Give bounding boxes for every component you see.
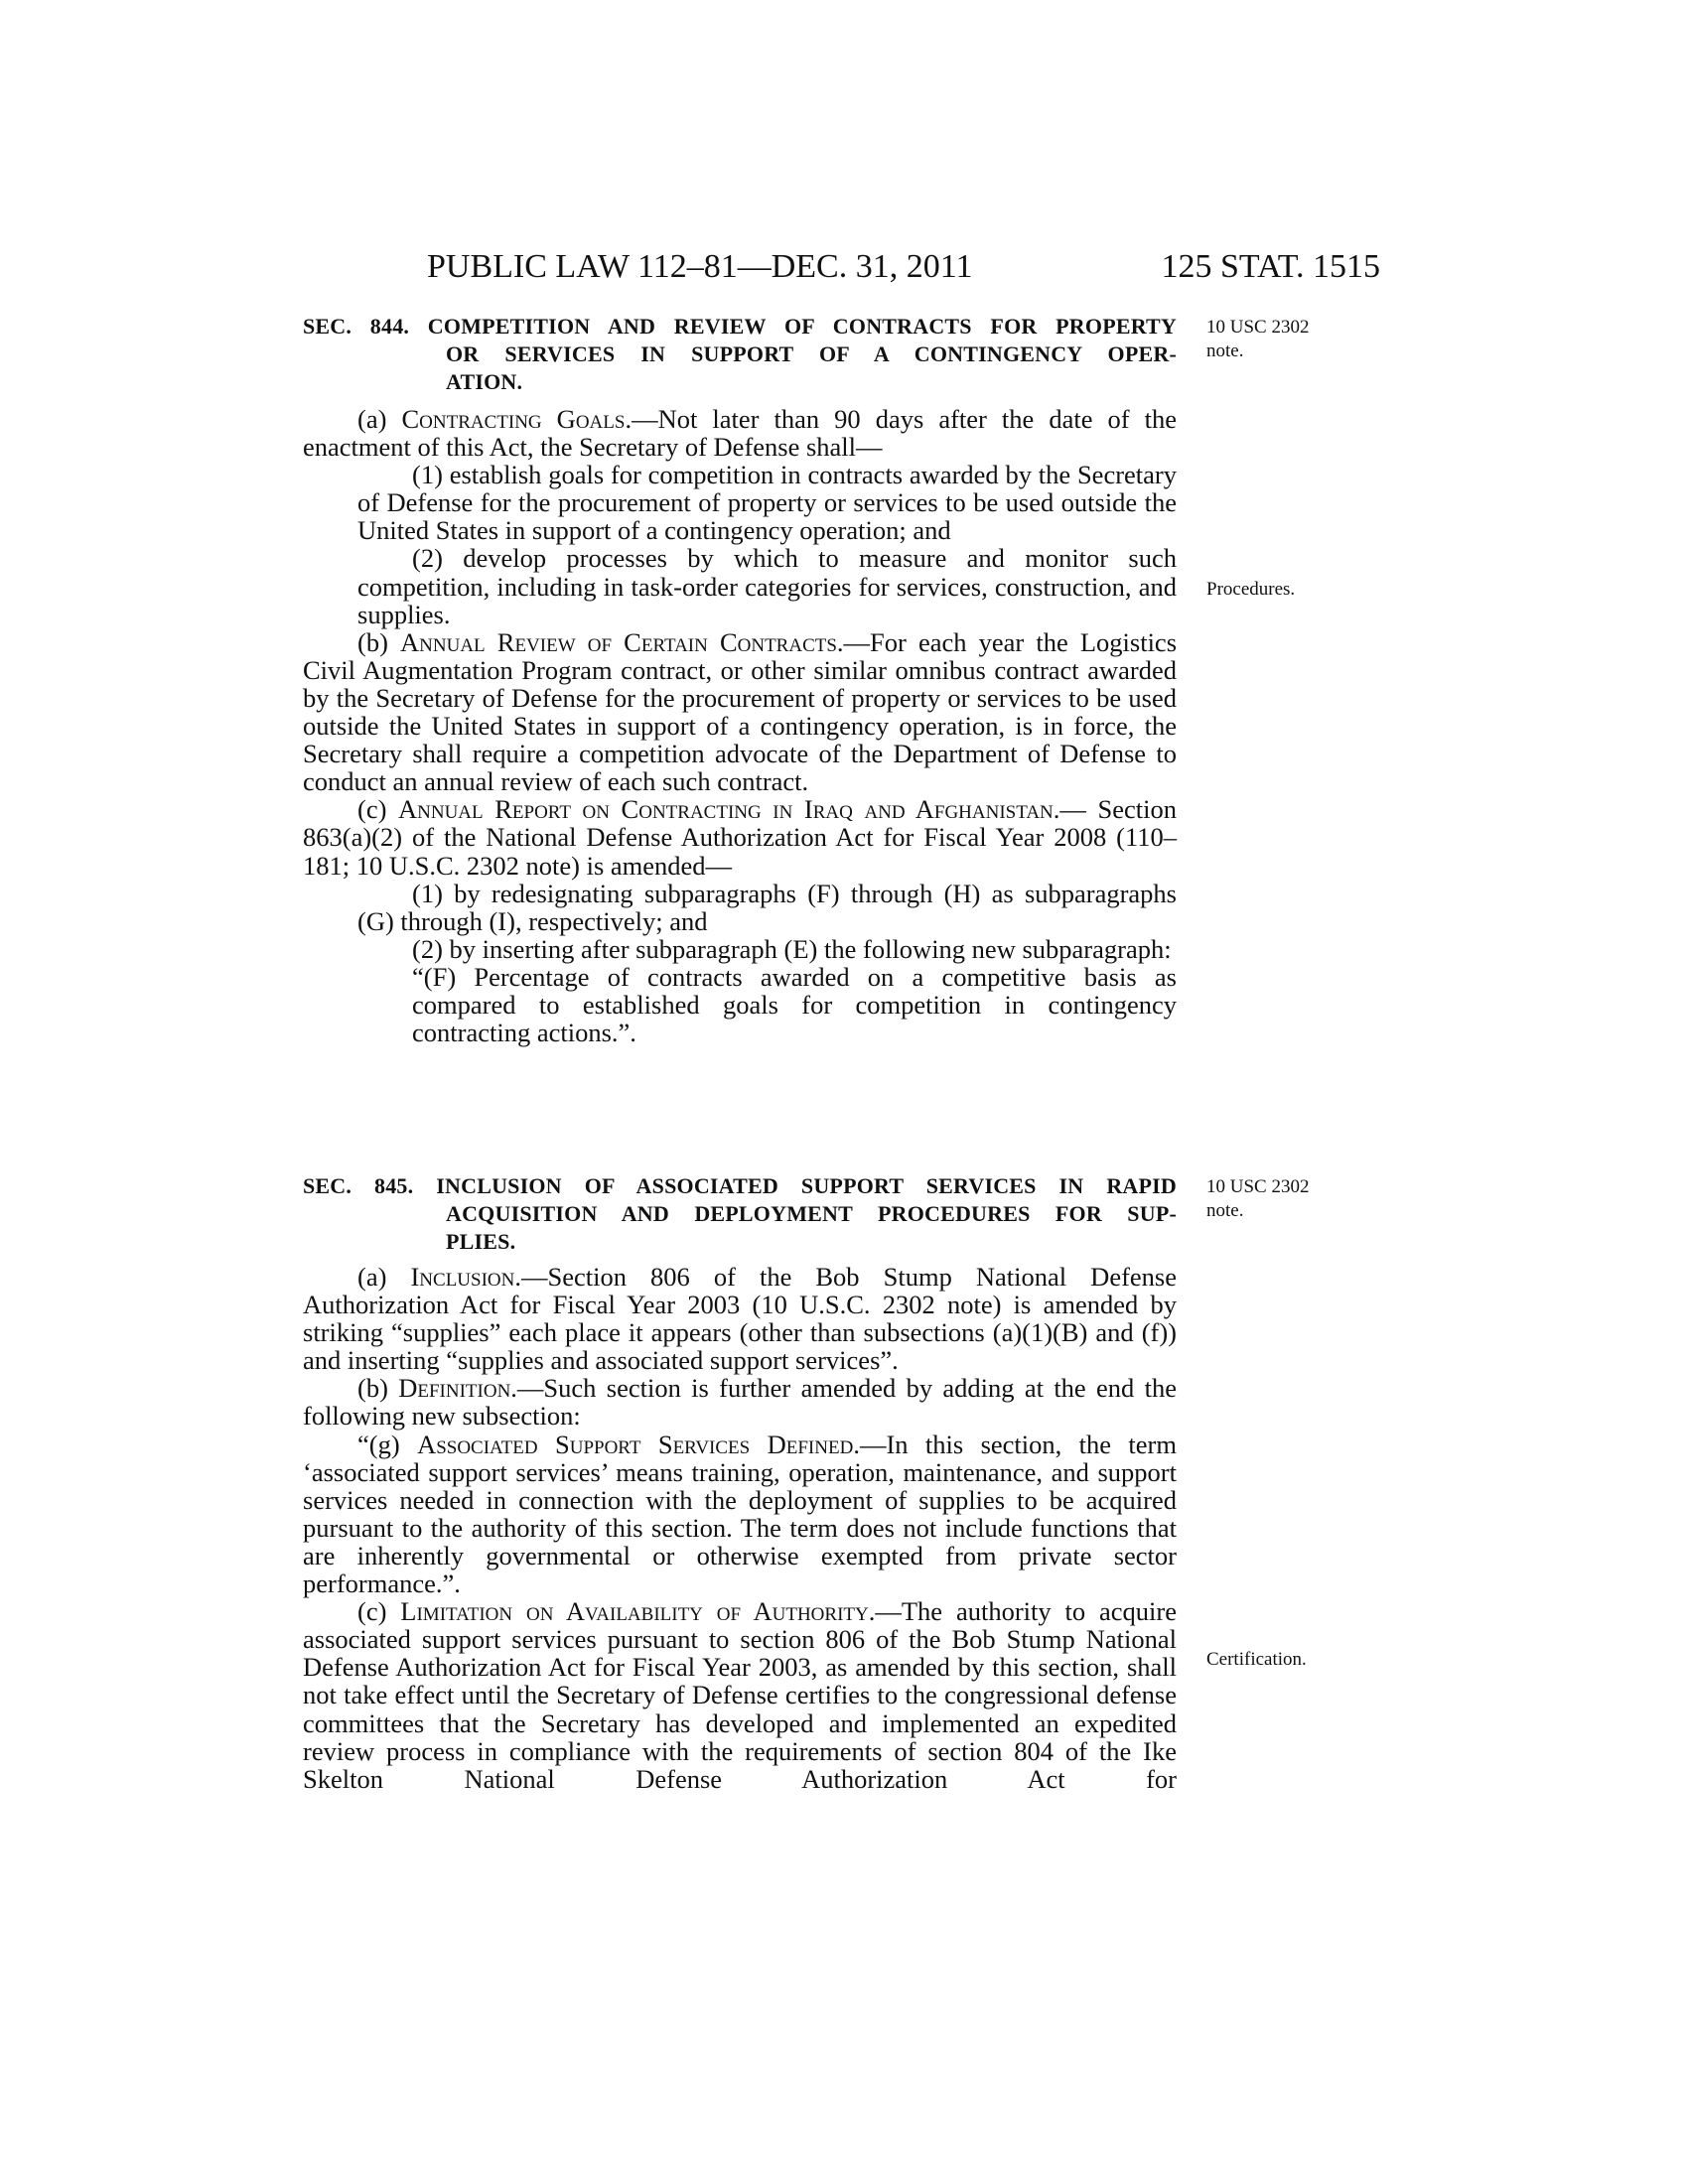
statute-page-number: 125 STAT. 1515 [1161,248,1380,285]
quoted-subsection-g: “(g) Associated Support Services Defined.—In this section, the term ‘associated support services’ means training, operation, maintenance, and support services needed in connection with the deployment of supplies to be acquired pursuant to the authority of this section. The term does not include functions that are inherently governmental or otherwise exempted from private sector performance.”. [303,1429,1177,1599]
section-845-heading-line3: PLIES. [446,1229,516,1254]
section-844-usc-note: 10 USC 2302 note. [1206,317,1310,361]
subsection-caption: Annual Review of Certain Contracts [400,626,837,657]
subsection-caption: Annual Report on Contracting in Iraq and Afghanistan [398,794,1054,825]
subsection-c-limitation: (c) Limitation on Availability of Authority.—The authority to acquire associated support services pursuant to section 806 of the Bob Stump National Defense Authorization Act for Fiscal Year 2003, as amended by this section, shall not take effect until the Secretary of Defense certifies to the congressional defense committees that the Secretary has developed and implemented an expedited review process in compliance with the requirements of section 804 of the Ike Skelton National Defense Authorization Act for [303,1596,1177,1794]
paragraph-a2: (2) develop processes by which to measure and monitor such competition, including in task-order categories for services, construction, and supplies. [357,543,1177,629]
subsection-b-annual-review: (b) Annual Review of Certain Contracts.—For each year the Logistics Civil Augmentation Program contract, or other similar omnibus contract awarded by the Secretary of Defense for the procurement of property or services to be used outside the United States in support of a contingency operation, is in force, the Secretary shall require a competition advocate of the Department of Defense to conduct an annual review of each such contract. [303,626,1178,797]
section-844-heading-line3: ATION. [446,369,523,394]
paragraph-c1: (1) by redesignating subparagraphs (F) through (H) as subparagraphs (G) through (I), respectively; and [357,878,1177,936]
subsection-caption: Definition [398,1373,511,1404]
procedures-margin-note: Procedures. [1206,579,1296,600]
section-845-heading-line1: SEC. 845. INCLUSION OF ASSOCIATED SUPPORT SERVICES IN RAPID [303,1173,1177,1198]
subsection-b-definition: (b) Definition.—Such section is further amended by adding at the end the following new subsection: [303,1373,1177,1432]
section-845-usc-note: 10 USC 2302 note. [1206,1176,1310,1221]
paragraph-a1: (1) establish goals for competition in contracts awarded by the Secretary of Defense for the procurement of property or services to be used outside the United States in support of a contingency operation; and [357,460,1177,546]
section-844-body [303,405,1177,1046]
certification-margin-note: Certification. [1206,1649,1307,1670]
subsection-caption: Inclusion [410,1262,515,1292]
section-844-heading-line1: SEC. 844. COMPETITION AND REVIEW OF CONTRACTS FOR PROPERTY [303,314,1177,339]
paragraph-c2: (2) by inserting after subparagraph (E) the following new subparagraph: [412,933,1172,964]
quoted-subparagraph-f: “(F) Percentage of contracts awarded on a competitive basis as compared to established goals for competition in contingency contracting actions.”. [412,961,1177,1048]
subsection-a-contracting-goals: (a) Contracting Goals.—Not later than 90 days after the date of the enactment of this Act, the Secretary of Defense shall— [303,404,1177,463]
running-head [427,248,1380,288]
subsection-caption: Limitation on Availability of Authority [400,1596,869,1627]
section-844-heading-line2: OR SERVICES IN SUPPORT OF A CONTINGENCY OPER- [446,341,1177,366]
section-845-body [303,1263,1177,1793]
section-844-heading [303,313,1177,396]
subsection-a-inclusion: (a) Inclusion.—Section 806 of the Bob Stump National Defense Authorization Act for Fiscal Year 2003 (10 U.S.C. 2302 note) is amended by striking “supplies” each place it appears (other than subsections (a)(1)(B) and (f)) and inserting “supplies and associated support services”. [303,1262,1177,1376]
public-law-citation: PUBLIC LAW 112–81—DEC. 31, 2011 [427,248,973,285]
subsection-caption: Contracting Goals [401,404,626,434]
section-845-heading [303,1172,1177,1256]
section-845-heading-line2: ACQUISITION AND DEPLOYMENT PROCEDURES FOR SUP- [446,1201,1177,1226]
subsection-c-annual-report: (c) Annual Report on Contracting in Iraq and Afghanistan.— Section 863(a)(2) of the National Defense Authorization Act for Fiscal Year 2008 (110–181; 10 U.S.C. 2302 note) is amended— [303,794,1177,881]
subsection-caption: Associated Support Services Defined [417,1429,854,1459]
